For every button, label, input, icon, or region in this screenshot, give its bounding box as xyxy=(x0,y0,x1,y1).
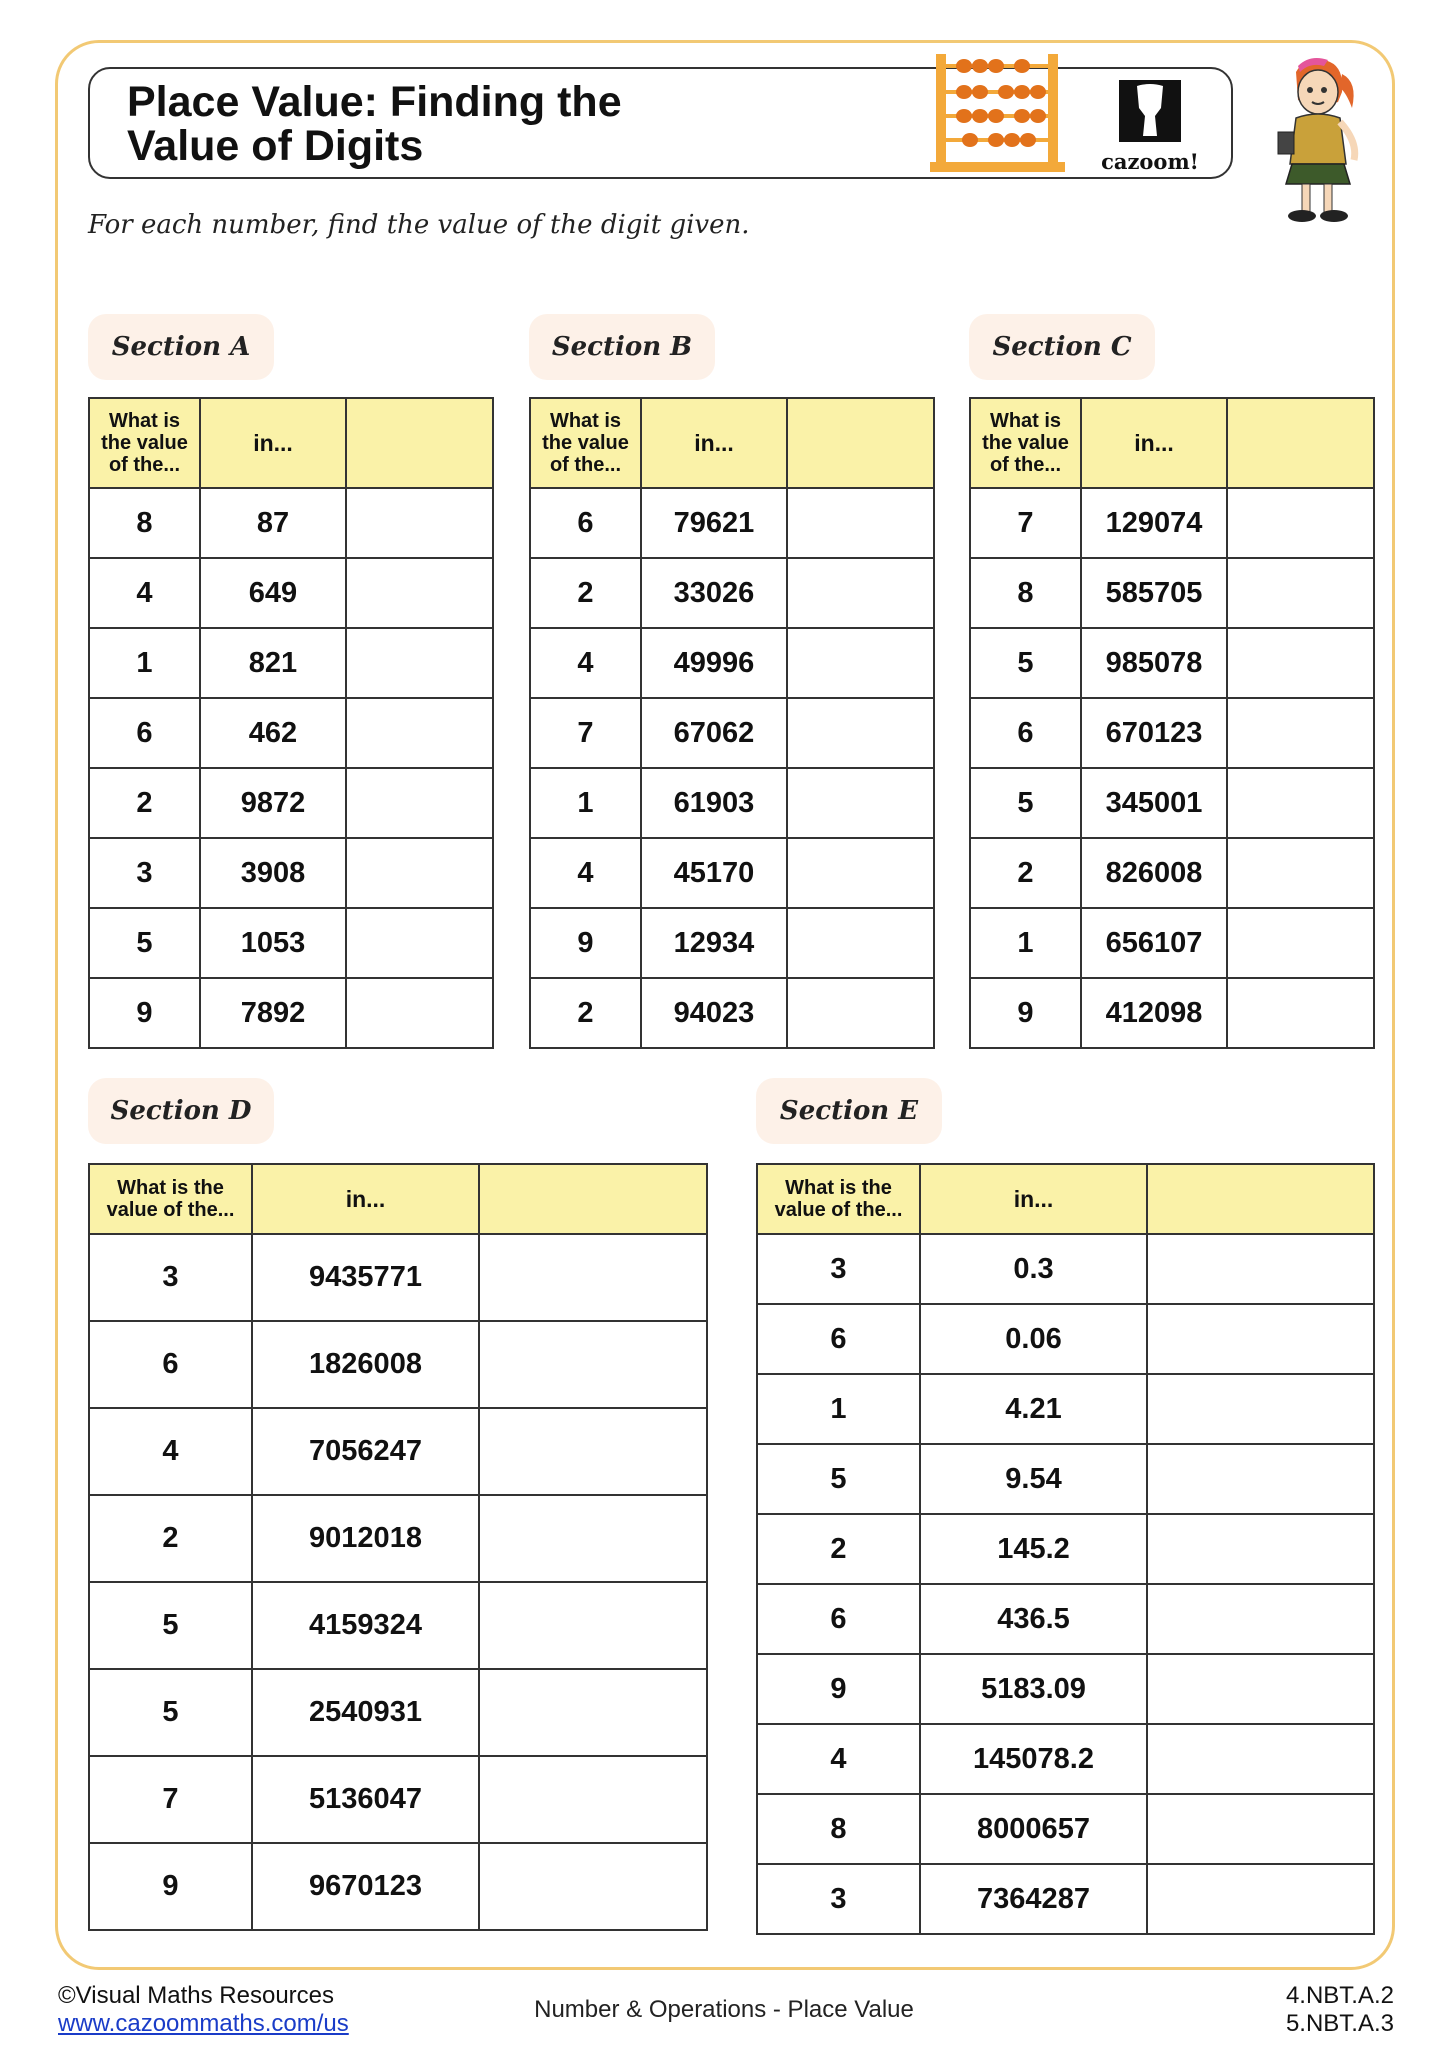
answer-cell[interactable] xyxy=(479,1495,707,1582)
table-row xyxy=(89,838,493,908)
table-row xyxy=(89,1408,707,1495)
table-row xyxy=(970,488,1374,558)
number-cell: 49996 xyxy=(641,628,787,698)
table-header-row xyxy=(757,1164,1374,1234)
header-answer xyxy=(1227,398,1374,488)
answer-cell[interactable] xyxy=(479,1321,707,1408)
table-row xyxy=(89,1321,707,1408)
number-cell: 145.2 xyxy=(920,1514,1147,1584)
table-row xyxy=(757,1654,1374,1724)
digit-cell: 9 xyxy=(530,908,641,978)
section-b-table xyxy=(529,397,935,1049)
answer-cell[interactable] xyxy=(479,1843,707,1930)
answer-cell[interactable] xyxy=(787,908,934,978)
table-row xyxy=(757,1304,1374,1374)
number-cell: 9435771 xyxy=(252,1234,479,1321)
table-row xyxy=(530,698,934,768)
abacus-icon xyxy=(930,52,1065,174)
digit-cell: 5 xyxy=(757,1444,920,1514)
section-c-label: Section C xyxy=(969,314,1155,380)
number-cell: 3908 xyxy=(200,838,346,908)
header-digit: What is the value of the... xyxy=(530,398,641,488)
table-row xyxy=(970,698,1374,768)
table-row xyxy=(970,558,1374,628)
answer-cell[interactable] xyxy=(1227,768,1374,838)
answer-cell[interactable] xyxy=(346,908,493,978)
digit-cell: 6 xyxy=(89,698,200,768)
table-row xyxy=(89,1495,707,1582)
table-row xyxy=(89,978,493,1048)
number-cell: 985078 xyxy=(1081,628,1227,698)
section-e-table xyxy=(756,1163,1375,1935)
digit-cell: 2 xyxy=(970,838,1081,908)
answer-cell[interactable] xyxy=(787,698,934,768)
answer-cell[interactable] xyxy=(479,1756,707,1843)
header-answer xyxy=(787,398,934,488)
table-row xyxy=(530,908,934,978)
digit-cell: 1 xyxy=(530,768,641,838)
number-cell: 145078.2 xyxy=(920,1724,1147,1794)
answer-cell[interactable] xyxy=(1147,1234,1374,1304)
digit-cell: 2 xyxy=(757,1514,920,1584)
standard-1: 4.NBT.A.2 xyxy=(1285,1982,1394,2009)
number-cell: 5136047 xyxy=(252,1756,479,1843)
cazoom-logo xyxy=(1090,78,1210,174)
table-row xyxy=(89,1843,707,1930)
section-a-table xyxy=(88,397,494,1049)
digit-cell: 3 xyxy=(757,1234,920,1304)
digit-cell: 7 xyxy=(89,1756,252,1843)
table-row xyxy=(89,628,493,698)
digit-cell: 1 xyxy=(757,1374,920,1444)
digit-cell: 9 xyxy=(89,978,200,1048)
digit-cell: 6 xyxy=(530,488,641,558)
number-cell: 94023 xyxy=(641,978,787,1048)
table-row xyxy=(530,558,934,628)
answer-cell[interactable] xyxy=(787,628,934,698)
digit-cell: 6 xyxy=(757,1584,920,1654)
answer-cell[interactable] xyxy=(1147,1444,1374,1514)
digit-cell: 4 xyxy=(530,838,641,908)
number-cell: 45170 xyxy=(641,838,787,908)
digit-cell: 4 xyxy=(530,628,641,698)
table-row xyxy=(757,1584,1374,1654)
digit-cell: 9 xyxy=(757,1654,920,1724)
logo-text: cazoom! xyxy=(1101,149,1199,174)
number-cell: 1826008 xyxy=(252,1321,479,1408)
number-cell: 670123 xyxy=(1081,698,1227,768)
digit-cell: 1 xyxy=(970,908,1081,978)
answer-cell[interactable] xyxy=(479,1669,707,1756)
answer-cell[interactable] xyxy=(346,978,493,1048)
number-cell: 7364287 xyxy=(920,1864,1147,1934)
answer-cell[interactable] xyxy=(1227,978,1374,1048)
header-digit: What is the value of the... xyxy=(757,1164,920,1234)
table-row xyxy=(757,1724,1374,1794)
title-line-2: Value of Digits xyxy=(127,122,424,170)
footer-topic: Number & Operations - Place Value xyxy=(534,1996,914,2023)
table-row xyxy=(530,628,934,698)
page-title xyxy=(127,80,767,168)
digit-cell: 5 xyxy=(89,1669,252,1756)
answer-cell[interactable] xyxy=(1227,628,1374,698)
answer-cell[interactable] xyxy=(479,1234,707,1321)
digit-cell: 8 xyxy=(757,1794,920,1864)
header-answer xyxy=(346,398,493,488)
title-line-1: Place Value: Finding the xyxy=(127,78,622,126)
table-row xyxy=(757,1444,1374,1514)
answer-cell[interactable] xyxy=(787,838,934,908)
answer-cell[interactable] xyxy=(1147,1864,1374,1934)
digit-cell: 5 xyxy=(970,768,1081,838)
number-cell: 67062 xyxy=(641,698,787,768)
table-row xyxy=(89,488,493,558)
answer-cell[interactable] xyxy=(346,488,493,558)
number-cell: 12934 xyxy=(641,908,787,978)
table-row xyxy=(89,1669,707,1756)
table-row xyxy=(530,838,934,908)
table-header-row xyxy=(970,398,1374,488)
number-cell: 5183.09 xyxy=(920,1654,1147,1724)
answer-cell[interactable] xyxy=(346,838,493,908)
answer-cell[interactable] xyxy=(346,698,493,768)
copyright-text: ©Visual Maths Resources xyxy=(58,1982,335,2009)
table-row xyxy=(757,1234,1374,1304)
number-cell: 821 xyxy=(200,628,346,698)
instruction-text: For each number, find the value of the digit given. xyxy=(88,210,750,240)
digit-cell: 2 xyxy=(530,978,641,1048)
number-cell: 7892 xyxy=(200,978,346,1048)
number-cell: 129074 xyxy=(1081,488,1227,558)
header-number: in... xyxy=(920,1164,1147,1234)
section-e-label: Section E xyxy=(756,1078,942,1144)
digit-cell: 5 xyxy=(89,908,200,978)
digit-cell: 6 xyxy=(970,698,1081,768)
digit-cell: 3 xyxy=(89,838,200,908)
number-cell: 436.5 xyxy=(920,1584,1147,1654)
number-cell: 345001 xyxy=(1081,768,1227,838)
table-row xyxy=(970,768,1374,838)
number-cell: 9.54 xyxy=(920,1444,1147,1514)
digit-cell: 5 xyxy=(970,628,1081,698)
number-cell: 4159324 xyxy=(252,1582,479,1669)
digit-cell: 6 xyxy=(89,1321,252,1408)
table-row xyxy=(970,978,1374,1048)
answer-cell[interactable] xyxy=(479,1582,707,1669)
header-number: in... xyxy=(641,398,787,488)
number-cell: 1053 xyxy=(200,908,346,978)
answer-cell[interactable] xyxy=(787,488,934,558)
digit-cell: 8 xyxy=(89,488,200,558)
number-cell: 656107 xyxy=(1081,908,1227,978)
header-number: in... xyxy=(200,398,346,488)
digit-cell: 2 xyxy=(530,558,641,628)
number-cell: 826008 xyxy=(1081,838,1227,908)
digit-cell: 7 xyxy=(970,488,1081,558)
answer-cell[interactable] xyxy=(1147,1514,1374,1584)
table-row xyxy=(970,628,1374,698)
section-d-label: Section D xyxy=(88,1078,274,1144)
answer-cell[interactable] xyxy=(479,1408,707,1495)
number-cell: 33026 xyxy=(641,558,787,628)
footer-standards xyxy=(1286,1982,1394,2038)
digit-cell: 3 xyxy=(89,1234,252,1321)
section-c-table xyxy=(969,397,1375,1049)
answer-cell[interactable] xyxy=(1147,1794,1374,1864)
header-digit: What is the value of the... xyxy=(970,398,1081,488)
girl-character-icon xyxy=(1258,52,1368,232)
drum-icon xyxy=(1115,78,1185,144)
number-cell: 412098 xyxy=(1081,978,1227,1048)
table-row xyxy=(89,1582,707,1669)
answer-cell[interactable] xyxy=(1227,558,1374,628)
number-cell: 9670123 xyxy=(252,1843,479,1930)
table-row xyxy=(89,1756,707,1843)
answer-cell[interactable] xyxy=(1147,1654,1374,1724)
table-row xyxy=(757,1374,1374,1444)
number-cell: 8000657 xyxy=(920,1794,1147,1864)
digit-cell: 9 xyxy=(970,978,1081,1048)
header-answer xyxy=(479,1164,707,1234)
answer-cell[interactable] xyxy=(787,558,934,628)
answer-cell[interactable] xyxy=(1147,1304,1374,1374)
table-row xyxy=(530,488,934,558)
table-row xyxy=(757,1794,1374,1864)
table-row xyxy=(89,558,493,628)
digit-cell: 4 xyxy=(757,1724,920,1794)
number-cell: 7056247 xyxy=(252,1408,479,1495)
number-cell: 4.21 xyxy=(920,1374,1147,1444)
table-row xyxy=(970,838,1374,908)
section-d-table xyxy=(88,1163,708,1931)
answer-cell[interactable] xyxy=(346,768,493,838)
table-header-row xyxy=(89,398,493,488)
table-row xyxy=(530,978,934,1048)
answer-cell[interactable] xyxy=(1227,838,1374,908)
digit-cell: 6 xyxy=(757,1304,920,1374)
table-row xyxy=(89,768,493,838)
digit-cell: 5 xyxy=(89,1582,252,1669)
table-row xyxy=(89,908,493,978)
number-cell: 0.06 xyxy=(920,1304,1147,1374)
digit-cell: 4 xyxy=(89,558,200,628)
answer-cell[interactable] xyxy=(1147,1724,1374,1794)
header-digit: What is the value of the... xyxy=(89,1164,252,1234)
table-row xyxy=(89,698,493,768)
header-number: in... xyxy=(1081,398,1227,488)
table-row xyxy=(530,768,934,838)
header-number: in... xyxy=(252,1164,479,1234)
table-header-row xyxy=(89,1164,707,1234)
digit-cell: 7 xyxy=(530,698,641,768)
answer-cell[interactable] xyxy=(1227,908,1374,978)
number-cell: 9872 xyxy=(200,768,346,838)
standard-2: 5.NBT.A.3 xyxy=(1285,2010,1394,2037)
digit-cell: 8 xyxy=(970,558,1081,628)
number-cell: 462 xyxy=(200,698,346,768)
digit-cell: 4 xyxy=(89,1408,252,1495)
digit-cell: 9 xyxy=(89,1843,252,1930)
table-row xyxy=(757,1864,1374,1934)
answer-cell[interactable] xyxy=(346,558,493,628)
table-row xyxy=(757,1514,1374,1584)
number-cell: 2540931 xyxy=(252,1669,479,1756)
number-cell: 9012018 xyxy=(252,1495,479,1582)
number-cell: 649 xyxy=(200,558,346,628)
header-digit: What is the value of the... xyxy=(89,398,200,488)
header-answer xyxy=(1147,1164,1374,1234)
answer-cell[interactable] xyxy=(1227,698,1374,768)
number-cell: 79621 xyxy=(641,488,787,558)
number-cell: 585705 xyxy=(1081,558,1227,628)
answer-cell[interactable] xyxy=(1227,488,1374,558)
table-row xyxy=(89,1234,707,1321)
answer-cell[interactable] xyxy=(787,768,934,838)
section-b-label: Section B xyxy=(529,314,715,380)
number-cell: 0.3 xyxy=(920,1234,1147,1304)
answer-cell[interactable] xyxy=(1147,1374,1374,1444)
answer-cell[interactable] xyxy=(346,628,493,698)
answer-cell[interactable] xyxy=(787,978,934,1048)
number-cell: 61903 xyxy=(641,768,787,838)
website-link[interactable]: www.cazoommaths.com/us xyxy=(58,2010,349,2037)
digit-cell: 3 xyxy=(757,1864,920,1934)
number-cell: 87 xyxy=(200,488,346,558)
digit-cell: 2 xyxy=(89,1495,252,1582)
section-a-label: Section A xyxy=(88,314,274,380)
table-row xyxy=(970,908,1374,978)
table-header-row xyxy=(530,398,934,488)
digit-cell: 2 xyxy=(89,768,200,838)
answer-cell[interactable] xyxy=(1147,1584,1374,1654)
digit-cell: 1 xyxy=(89,628,200,698)
